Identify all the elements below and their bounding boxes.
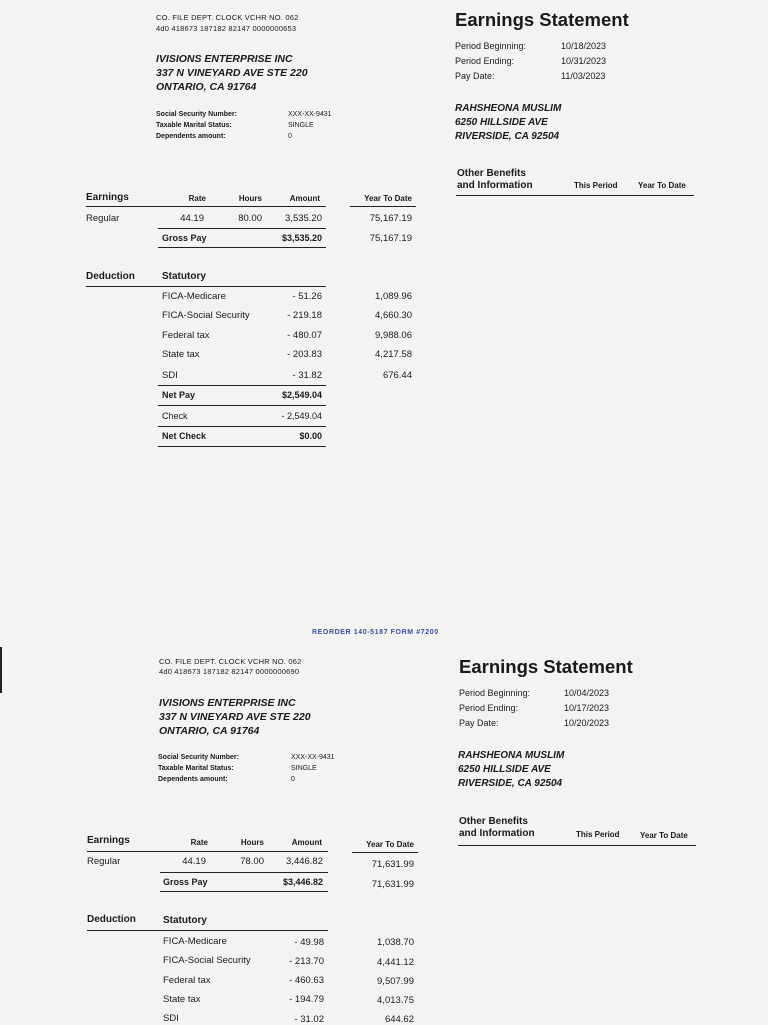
deduction-ytd: 676.44 xyxy=(382,370,412,381)
earnings-header-rule xyxy=(87,851,328,852)
company-block xyxy=(156,52,308,94)
deduction-ytd: 4,013.75 xyxy=(377,995,414,1006)
employee-tax-values xyxy=(288,109,332,142)
regular-hours: 78.00 xyxy=(240,856,264,867)
period-beginning-value: 10/18/2023 xyxy=(561,41,607,51)
employee-address xyxy=(458,749,564,791)
regular-ytd: 71,631.99 xyxy=(371,859,414,870)
gross-top-rule xyxy=(160,872,328,873)
dependents-value: 0 xyxy=(291,776,295,783)
net-check-bottom-rule xyxy=(158,446,326,447)
deduction-ytd: 9,507.99 xyxy=(377,976,414,987)
ssn-value: XXX-XX-9431 xyxy=(291,754,335,761)
employee-tax-values xyxy=(291,752,335,785)
company-name: IVISIONS ENTERPRISE INC xyxy=(156,53,293,65)
deduction-amount: - 194.79 xyxy=(289,994,324,1005)
statement-title: Earnings Statement xyxy=(459,656,633,677)
check-amount: - 2,549.04 xyxy=(281,411,322,421)
reorder-form-number: REORDER 140-5187 FORM #7200 xyxy=(312,629,439,636)
deduction-amount: - 31.82 xyxy=(292,370,322,381)
rate-col-header: Rate xyxy=(188,194,206,203)
rate-col-header: Rate xyxy=(190,838,208,847)
earnings-ytd-rule xyxy=(352,852,418,853)
other-benefits-title-line2: and Information xyxy=(459,828,535,839)
voucher-header-labels: CO. FILE DEPT. CLOCK VCHR NO. 062 xyxy=(159,657,302,666)
deduction-section-heading: Deduction xyxy=(86,271,135,282)
employee-address xyxy=(455,102,561,144)
marital-status-value: SINGLE xyxy=(288,122,314,129)
earnings-section-heading: Earnings xyxy=(86,192,129,203)
other-benefits-ytd-header: Year To Date xyxy=(640,831,688,840)
regular-label: Regular xyxy=(87,856,121,867)
other-benefits-title xyxy=(459,816,535,840)
employee-name: RAHSHEONA MUSLIM xyxy=(455,103,562,114)
pay-date-label: Pay Date: xyxy=(455,71,495,81)
deduction-amount: - 51.26 xyxy=(292,291,322,302)
deduction-label: FICA-Social Security xyxy=(162,310,250,321)
deduction-header-rule xyxy=(87,930,328,931)
employee-city: RIVERSIDE, CA 92504 xyxy=(458,778,563,789)
deduction-label: State tax xyxy=(163,994,201,1005)
net-check-label: Net Check xyxy=(162,431,207,441)
net-check-amount: $0.00 xyxy=(299,431,322,441)
company-block xyxy=(159,696,311,738)
voucher-header-labels: CO. FILE DEPT. CLOCK VCHR NO. 062 xyxy=(156,13,299,22)
earnings-section-heading: Earnings xyxy=(87,835,130,846)
employee-city: RIVERSIDE, CA 92504 xyxy=(455,131,560,142)
company-city: ONTARIO, CA 91764 xyxy=(159,725,260,737)
gross-pay-label: Gross Pay xyxy=(162,233,207,243)
regular-amount: 3,535.20 xyxy=(285,213,322,224)
period-ending-label: Period Ending: xyxy=(459,703,519,713)
regular-rate: 44.19 xyxy=(180,213,204,224)
deduction-amount: - 480.07 xyxy=(287,330,322,341)
marital-status-label: Taxable Marital Status: xyxy=(156,122,232,129)
company-city: ONTARIO, CA 91764 xyxy=(156,81,257,93)
deduction-amount: - 31.02 xyxy=(294,1014,324,1025)
ssn-value: XXX-XX-9431 xyxy=(288,111,332,118)
net-pay-amount: $2,549.04 xyxy=(281,390,322,400)
net-pay-label: Net Pay xyxy=(162,390,196,400)
pay-period-values xyxy=(564,686,609,731)
other-benefits-this-period-header: This Period xyxy=(574,181,618,190)
pay-date-value: 11/03/2023 xyxy=(561,71,606,81)
deduction-ytd: 4,217.58 xyxy=(375,349,412,360)
amount-col-header: Amount xyxy=(291,838,322,847)
gross-top-rule xyxy=(158,228,326,229)
employee-street: 6250 HILLSIDE AVE xyxy=(458,764,551,775)
gross-pay-amount: $3,535.20 xyxy=(281,233,322,243)
period-ending-value: 10/17/2023 xyxy=(564,703,610,713)
statement-title: Earnings Statement xyxy=(455,9,629,30)
gross-bottom-rule xyxy=(160,891,328,892)
ytd-col-header: Year To Date xyxy=(364,194,412,203)
voucher-header-values: 4d0 418673 187182 82147 0000000690 xyxy=(159,667,300,676)
deduction-ytd: 4,660.30 xyxy=(375,310,412,321)
marital-status-label: Taxable Marital Status: xyxy=(158,765,234,772)
gross-pay-ytd: 75,167.19 xyxy=(369,233,412,244)
deduction-label: Federal tax xyxy=(162,330,210,341)
earnings-header-rule xyxy=(86,206,326,207)
voucher-header-values: 4d0 418673 187182 82147 0000000653 xyxy=(156,24,297,33)
company-name: IVISIONS ENTERPRISE INC xyxy=(159,697,296,709)
other-benefits-title-line2: and Information xyxy=(457,180,533,191)
dependents-label: Dependents amount: xyxy=(158,776,228,783)
deduction-section-heading: Deduction xyxy=(87,914,136,925)
deduction-amount: - 219.18 xyxy=(287,310,322,321)
employee-tax-info xyxy=(158,752,239,785)
company-street: 337 N VINEYARD AVE STE 220 xyxy=(156,67,308,79)
employee-tax-info xyxy=(156,109,237,142)
other-benefits-title-line1: Other Benefits xyxy=(457,168,526,179)
other-benefits-this-period-header: This Period xyxy=(576,830,620,839)
statutory-heading: Statutory xyxy=(162,271,206,282)
period-beginning-label: Period Beginning: xyxy=(455,41,527,51)
marital-status-value: SINGLE xyxy=(291,765,317,772)
earnings-statement-2 xyxy=(0,645,768,1024)
other-benefits-title-line1: Other Benefits xyxy=(459,816,528,827)
dependents-value: 0 xyxy=(288,133,292,140)
other-benefits-ytd-header: Year To Date xyxy=(638,181,686,190)
other-benefits-rule xyxy=(458,845,696,846)
deduction-label: State tax xyxy=(162,349,200,360)
deduction-label: SDI xyxy=(162,370,178,381)
period-ending-value: 10/31/2023 xyxy=(561,56,607,66)
ssn-label: Social Security Number: xyxy=(156,111,237,118)
deduction-ytd: 1,089.96 xyxy=(375,291,412,302)
net-pay-top-rule xyxy=(158,385,326,386)
dependents-label: Dependents amount: xyxy=(156,133,226,140)
company-street: 337 N VINEYARD AVE STE 220 xyxy=(159,711,311,723)
pay-date-label: Pay Date: xyxy=(459,718,499,728)
gross-bottom-rule xyxy=(158,247,326,248)
gross-pay-amount: $3,446.82 xyxy=(282,877,323,887)
check-top-rule xyxy=(158,405,326,406)
deduction-label: FICA-Medicare xyxy=(163,936,227,947)
deduction-ytd: 9,988.06 xyxy=(375,330,412,341)
ytd-col-header: Year To Date xyxy=(366,840,414,849)
net-check-top-rule xyxy=(158,426,326,427)
amount-col-header: Amount xyxy=(289,194,320,203)
ssn-label: Social Security Number: xyxy=(158,754,239,761)
deduction-amount: - 213.70 xyxy=(289,956,324,967)
regular-ytd: 75,167.19 xyxy=(369,213,412,224)
pay-period-labels xyxy=(455,39,526,84)
regular-label: Regular xyxy=(86,213,120,224)
gross-pay-label: Gross Pay xyxy=(163,877,208,887)
employee-street: 6250 HILLSIDE AVE xyxy=(455,117,548,128)
other-benefits-rule xyxy=(456,195,694,196)
deduction-amount: - 49.98 xyxy=(294,937,324,948)
pay-date-value: 10/20/2023 xyxy=(564,718,610,728)
period-beginning-label: Period Beginning: xyxy=(459,688,531,698)
gross-pay-ytd: 71,631.99 xyxy=(371,879,414,890)
deduction-header-rule xyxy=(86,286,326,287)
regular-rate: 44.19 xyxy=(182,856,206,867)
other-benefits-title xyxy=(457,168,533,192)
deduction-label: FICA-Social Security xyxy=(163,955,251,966)
deduction-label: FICA-Medicare xyxy=(162,291,226,302)
period-beginning-value: 10/04/2023 xyxy=(564,688,610,698)
employee-name: RAHSHEONA MUSLIM xyxy=(458,750,565,761)
regular-amount: 3,446.82 xyxy=(286,856,323,867)
hours-col-header: Hours xyxy=(240,838,264,847)
deduction-ytd: 644.62 xyxy=(384,1014,414,1025)
hours-col-header: Hours xyxy=(238,194,262,203)
deduction-amount: - 460.63 xyxy=(289,975,324,986)
deduction-ytd: 1,038.70 xyxy=(377,937,414,948)
deduction-amount: - 203.83 xyxy=(287,349,322,360)
check-label: Check xyxy=(162,411,188,421)
earnings-ytd-rule xyxy=(350,206,416,207)
pay-period-labels xyxy=(459,686,530,731)
deduction-label: Federal tax xyxy=(163,975,211,986)
deduction-label: SDI xyxy=(163,1013,179,1024)
pay-period-values xyxy=(561,39,606,84)
regular-hours: 80.00 xyxy=(238,213,262,224)
deduction-ytd: 4,441.12 xyxy=(377,957,414,968)
statutory-heading: Statutory xyxy=(163,915,207,926)
period-ending-label: Period Ending: xyxy=(455,56,515,66)
